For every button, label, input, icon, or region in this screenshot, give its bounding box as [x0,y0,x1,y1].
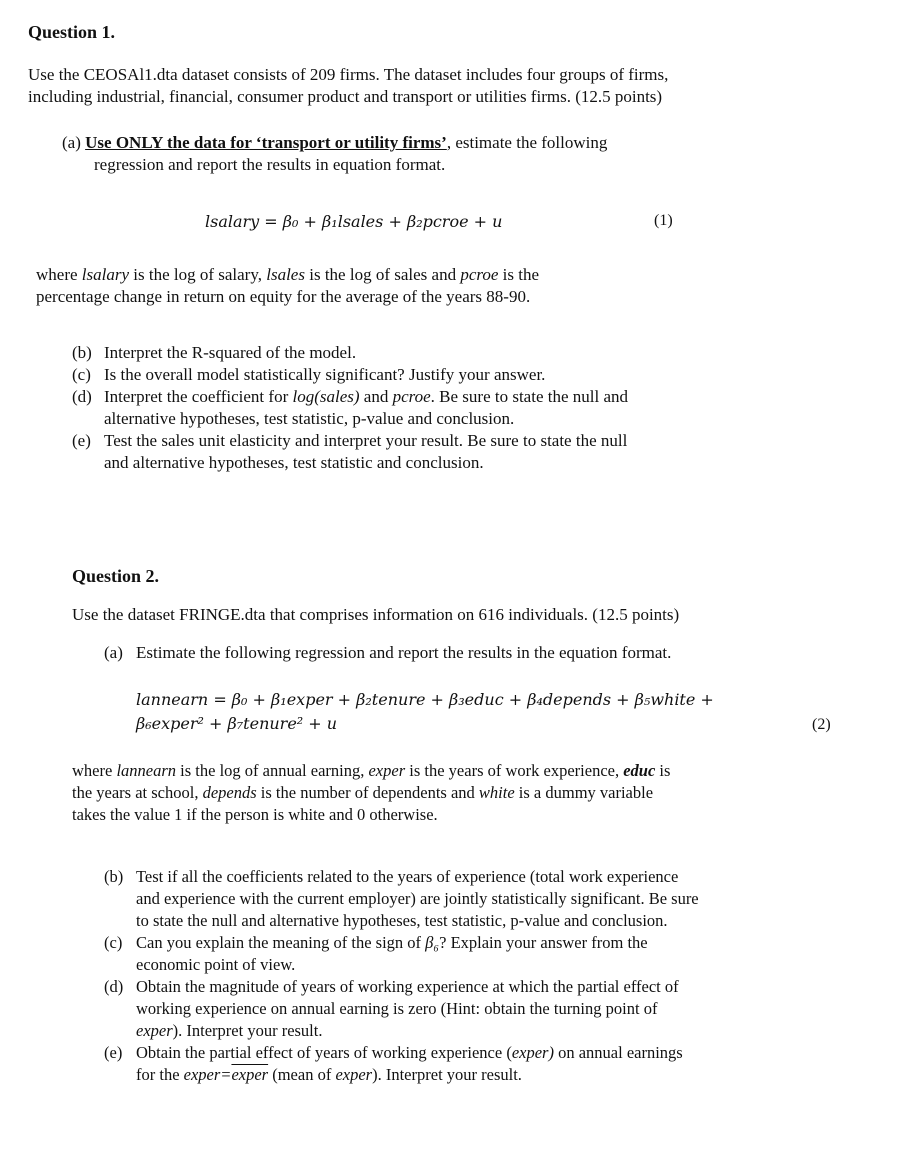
equation-2-line-1: lannearn = β₀ + β₁exper + β₂tenure + β₃educ + β₄depends + β₅white + [136,690,714,709]
question-1-parts-b-to-e [72,342,872,474]
equation-1-number: (1) [654,212,673,229]
var-lannearn: lannearn [116,761,177,780]
part-c [72,364,872,386]
q2-part-c [104,932,864,954]
part-b [72,342,872,364]
var-lsalary: lsalary [81,265,130,284]
question-1-title: Question 1. [28,22,116,42]
q2-part-e-line-2-end: ). Interpret your result. [372,1065,522,1084]
q2-where-line-2-mid: is the number of dependents and [256,783,479,802]
part-c-label: (c) [72,365,91,384]
part-d-label: (d) [72,387,92,406]
q2-part-b-line-1: Test if all the coefficients related to the years of experience (total work experience [136,867,679,886]
q2-part-d-line-2: working experience on annual earning is zero (Hint: obtain the turning point of [136,999,658,1018]
equation-1: lsalary = β₀ + β₁lsales + β₂pcroe + u [205,212,503,231]
q2-part-a-text: Estimate the following regression and report the results in the equation format. [136,643,672,662]
q2-where-line-3: takes the value 1 if the person is white and 0 otherwise. [72,805,438,824]
var-exper-mean-of: exper [335,1065,373,1084]
equation-2-number: (2) [812,716,831,733]
part-a-line-2: regression and report the results in equation format. [94,155,446,174]
part-d-pre: Interpret the coefficient for [104,387,293,406]
q2-part-e-label: (e) [104,1043,123,1062]
q2-part-b-label: (b) [104,867,124,886]
var-depends: depends [202,783,257,802]
q2-part-e-line-2-pre: for the [136,1065,184,1084]
q2-where-mid-1: is the log of annual earning, [176,761,369,780]
question-1-intro [28,64,888,108]
var-educ: educ [623,761,656,780]
part-a-underlined-instruction: Use ONLY the data for ‘transport or utility firms’ [85,133,447,152]
var-log-sales: log(sales) [292,387,360,406]
part-a-rest: , estimate the following [446,133,608,152]
q2-where-post-1: is [655,761,671,780]
var-exper: exper [368,761,406,780]
q2-where-pre: where [72,761,117,780]
question-2-where [72,760,872,826]
q2-part-b [104,866,864,888]
equation-2-line-2: β₆exper² + β₇tenure² + u [136,714,338,733]
where-post: is the [498,265,540,284]
q2-part-c-pre: Can you explain the meaning of the sign of [136,933,426,952]
where-mid-2: is the log of sales and [304,265,461,284]
q2-part-e-post: on annual earnings [553,1043,683,1062]
q2-part-e-line-2 [104,1064,864,1086]
q2-part-b-line-2: and experience with the current employer) are jointly statistically significant. Be sure [136,889,699,908]
var-exper-eq: exper= [183,1065,232,1084]
q2-part-d-line-3-post: ). Interpret your result. [172,1021,323,1040]
part-e-label: (e) [72,431,91,450]
part-b-label: (b) [72,343,92,362]
part-c-text: Is the overall model statistically significant? Justify your answer. [104,365,546,384]
q2-part-a-label: (a) [104,643,123,662]
part-d [72,386,872,408]
part-d-mid: and [359,387,393,406]
q2-part-d [104,976,864,998]
q2-part-b-line-3: to state the null and alternative hypotheses, test statistic, p-value and conclusion. [136,911,668,930]
q2-part-d-label: (d) [104,977,124,996]
var-lsales: lsales [266,265,305,284]
part-a-label: (a) [62,133,81,152]
q2-part-c-label: (c) [104,933,123,952]
part-d-post: . Be sure to state the null and [430,387,628,406]
question-2-intro: Use the dataset FRINGE.dta that comprises information on 616 individuals. (12.5 points) [72,605,680,624]
q2-part-e [104,1042,864,1064]
part-b-text: Interpret the R-squared of the model. [104,343,357,362]
part-e-line-2: and alternative hypotheses, test statistic and conclusion. [104,453,484,472]
part-e-line-1: Test the sales unit elasticity and interpret your result. Be sure to state the null [104,431,628,450]
part-e [72,430,872,452]
question-1-intro-line-2: including industrial, financial, consumer product and transport or utilities firms. (12.5 points) [28,87,663,106]
question-1-where [36,264,876,308]
where-mid-1: is the log of salary, [129,265,267,284]
where-line-2: percentage change in return on equity for the average of the years 88-90. [36,287,531,306]
q2-part-e-line-2-post: (mean of [268,1065,336,1084]
var-white: white [478,783,515,802]
q2-part-c-line-2: economic point of view. [136,955,296,974]
var-pcroe-d: pcroe [392,387,431,406]
q2-where-mid-2: is the years of work experience, [405,761,624,780]
q2-where-line-2-post: is a dummy variable [514,783,654,802]
q2-part-d-line-3 [104,1020,864,1042]
var-exper-d: exper [136,1021,173,1040]
question-1-intro-line-1: Use the CEOSAl1.dta dataset consists of 209 firms. The dataset includes four groups of firms, [28,65,669,84]
question-1-part-a [62,132,878,176]
question-2-parts-b-to-e [104,866,864,1086]
q2-part-c-post: ? Explain your answer from the [439,933,648,952]
var-exper-mean: exper [231,1065,269,1084]
var-pcroe: pcroe [460,265,499,284]
var-beta-6: β₆ [425,933,440,952]
question-2-part-a [104,642,874,664]
q2-part-e-pre: Obtain the partial effect of years of working experience ( [136,1043,512,1062]
question-2-title: Question 2. [72,566,160,586]
q2-where-line-2-pre: the years at school, [72,783,203,802]
q2-part-d-line-1: Obtain the magnitude of years of working experience at which the partial effect of [136,977,679,996]
part-d-line-2: alternative hypotheses, test statistic, p-value and conclusion. [104,409,515,428]
where-pre: where [36,265,82,284]
var-exper-e: exper) [511,1043,554,1062]
